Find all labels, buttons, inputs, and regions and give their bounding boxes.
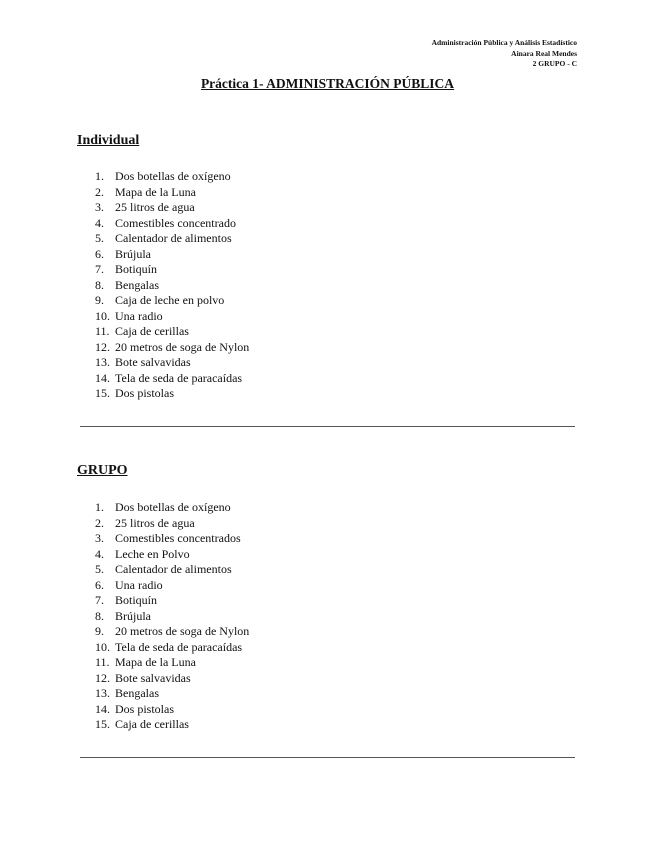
list-item bbox=[95, 655, 249, 671]
header-group: 2 GRUPO - C bbox=[532, 59, 577, 68]
list-item-text: Tela de seda de paracaídas bbox=[115, 370, 243, 385]
list-item bbox=[95, 309, 249, 325]
list-item-text: Bengalas bbox=[115, 277, 159, 292]
list-item bbox=[95, 293, 249, 309]
list-item bbox=[95, 200, 249, 216]
list-item-number: 1. bbox=[95, 500, 104, 514]
list-item-number: 12. bbox=[95, 339, 110, 354]
page-title: Práctica 1- ADMINISTRACIÓN PÚBLICA bbox=[200, 76, 455, 91]
list-item bbox=[95, 562, 249, 578]
header-author: Ainara Real Mendes bbox=[511, 48, 577, 58]
list-item bbox=[95, 500, 249, 516]
list-item-text: Dos botellas de oxígeno bbox=[115, 500, 231, 514]
list-item-text: Calentador de alimentos bbox=[115, 562, 232, 576]
list-item-text: Caja de cerillas bbox=[115, 717, 189, 731]
list-item-number: 11. bbox=[95, 324, 110, 338]
list-item bbox=[95, 717, 249, 733]
section-heading-individual: Individual bbox=[77, 133, 140, 148]
list-item-text: Caja de cerillas bbox=[115, 324, 189, 338]
list-item-text: Dos botellas de oxígeno bbox=[115, 169, 231, 183]
list-item bbox=[95, 624, 249, 640]
list-item bbox=[95, 185, 249, 201]
list-item-number: 13. bbox=[95, 355, 110, 369]
list-item-text: Caja de leche en polvo bbox=[115, 293, 225, 307]
list-item-number: 6. bbox=[95, 577, 104, 592]
list-item bbox=[95, 371, 249, 387]
list-item-text: Bote salvavidas bbox=[115, 670, 191, 685]
list-item bbox=[95, 516, 249, 532]
list-item-text: 25 litros de agua bbox=[115, 200, 195, 214]
list-item-number: 7. bbox=[95, 593, 104, 607]
list-item-number: 14. bbox=[95, 701, 110, 716]
list-item-number: 11. bbox=[95, 655, 110, 669]
list-item-number: 4. bbox=[95, 546, 104, 561]
list-item-number: 3. bbox=[95, 200, 104, 214]
list-item-number: 15. bbox=[95, 717, 110, 731]
list-item bbox=[95, 247, 249, 263]
list-item-text: Botiquín bbox=[115, 262, 158, 276]
list-item bbox=[95, 578, 249, 594]
list-item-number: 9. bbox=[95, 293, 104, 307]
list-item-text: 25 litros de agua bbox=[115, 515, 195, 530]
list-item bbox=[95, 640, 249, 656]
list-item-number: 7. bbox=[95, 262, 104, 276]
list-item-text: Botiquín bbox=[115, 593, 158, 607]
list-item-text: Mapa de la Luna bbox=[115, 184, 196, 199]
list-item bbox=[95, 702, 249, 718]
list-item-text: Comestibles concentrado bbox=[115, 215, 236, 230]
list-item bbox=[95, 547, 249, 563]
list-item-text: Comestibles concentrados bbox=[115, 531, 241, 545]
list-item-text: Tela de seda de paracaídas bbox=[115, 639, 243, 654]
list-item-number: 8. bbox=[95, 277, 104, 292]
list-item bbox=[95, 671, 249, 687]
section-heading-grupo: GRUPO bbox=[77, 463, 128, 478]
list-item bbox=[95, 609, 249, 625]
list-item-number: 10. bbox=[95, 639, 110, 654]
list-item-text: Dos pistolas bbox=[115, 701, 175, 716]
list-item bbox=[95, 355, 249, 371]
individual-list bbox=[95, 169, 249, 402]
list-item-number: 2. bbox=[95, 184, 104, 199]
list-item bbox=[95, 169, 249, 185]
list-item bbox=[95, 386, 249, 402]
list-item-number: 5. bbox=[95, 562, 104, 576]
list-item-text: Leche en Polvo bbox=[115, 546, 190, 561]
header-course: Administración Pública y Análisis Estadístico bbox=[431, 38, 577, 47]
list-item-number: 10. bbox=[95, 308, 110, 323]
list-item bbox=[95, 593, 249, 609]
list-item-text: 20 metros de soga de Nylon bbox=[115, 339, 250, 354]
list-item bbox=[95, 262, 249, 278]
list-item-text: Brújula bbox=[115, 246, 151, 261]
list-item-number: 5. bbox=[95, 231, 104, 245]
list-item-number: 12. bbox=[95, 670, 110, 685]
list-item-number: 9. bbox=[95, 624, 104, 638]
list-item-text: Calentador de alimentos bbox=[115, 231, 232, 245]
list-item-text: Dos pistolas bbox=[115, 386, 175, 400]
list-item bbox=[95, 324, 249, 340]
list-item-text: Mapa de la Luna bbox=[115, 655, 196, 669]
list-item bbox=[95, 686, 249, 702]
divider-line bbox=[80, 757, 575, 758]
list-item-number: 2. bbox=[95, 515, 104, 530]
list-item-text: Brújula bbox=[115, 608, 151, 623]
list-item-number: 6. bbox=[95, 246, 104, 261]
list-item-text: Bote salvavidas bbox=[115, 355, 191, 369]
list-item-number: 1. bbox=[95, 169, 104, 183]
list-item bbox=[95, 340, 249, 356]
list-item-text: Bengalas bbox=[115, 686, 159, 700]
list-item-text: Una radio bbox=[115, 577, 163, 592]
list-item-number: 15. bbox=[95, 386, 110, 400]
list-item-text: 20 metros de soga de Nylon bbox=[115, 624, 250, 638]
list-item-number: 13. bbox=[95, 686, 110, 700]
document-header bbox=[432, 38, 577, 70]
divider-line bbox=[80, 426, 575, 427]
grupo-list bbox=[95, 500, 249, 733]
list-item-number: 3. bbox=[95, 531, 104, 545]
list-item bbox=[95, 216, 249, 232]
list-item-number: 14. bbox=[95, 370, 110, 385]
list-item bbox=[95, 278, 249, 294]
list-item-text: Una radio bbox=[115, 308, 163, 323]
list-item bbox=[95, 531, 249, 547]
list-item bbox=[95, 231, 249, 247]
list-item-number: 4. bbox=[95, 215, 104, 230]
list-item-number: 8. bbox=[95, 608, 104, 623]
